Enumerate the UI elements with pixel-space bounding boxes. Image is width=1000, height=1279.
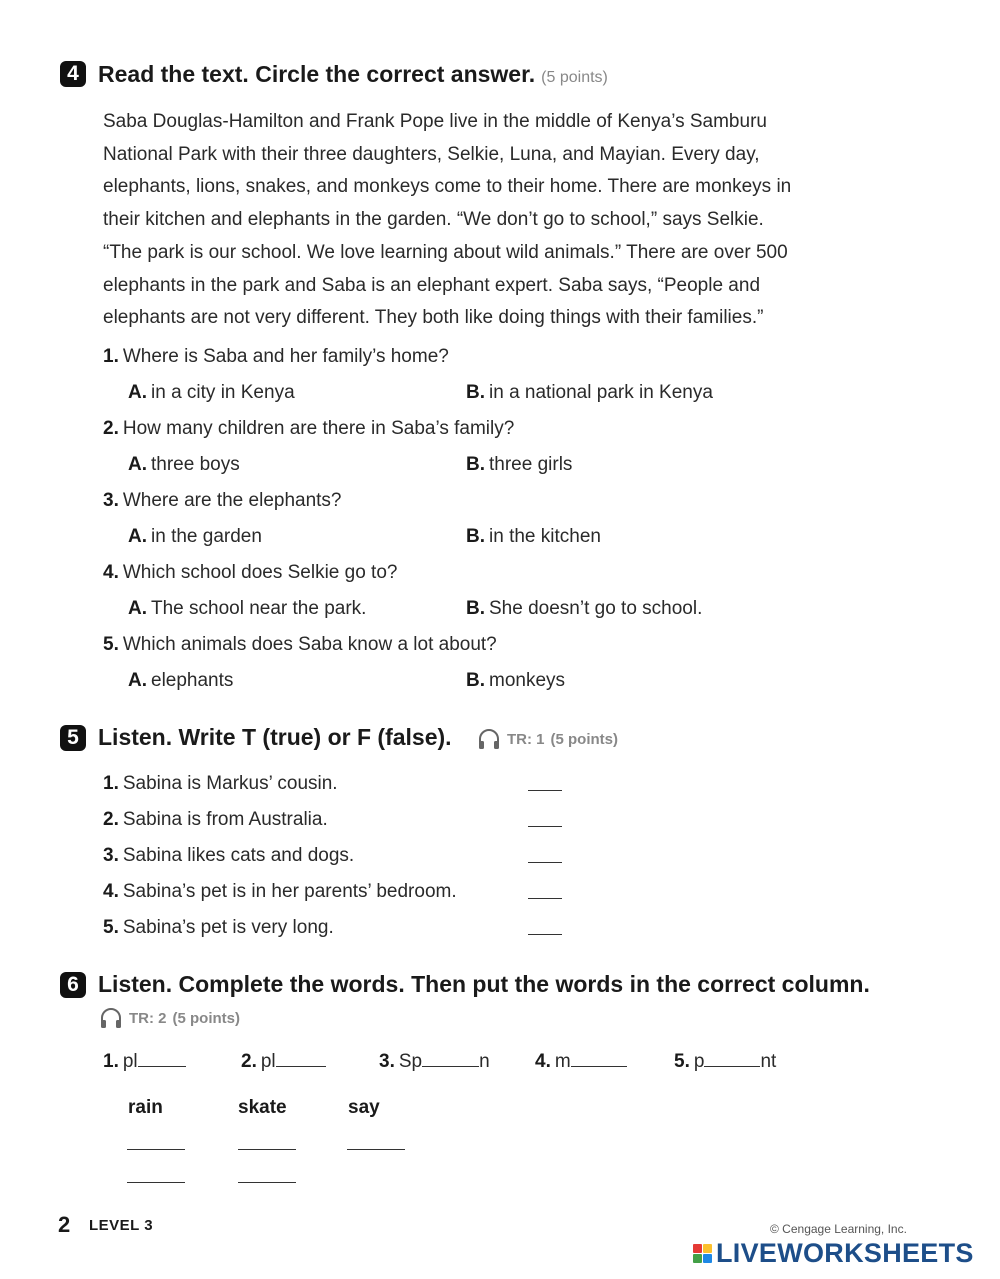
section-5-track: TR: 1 <box>507 730 545 748</box>
logo-text: LIVEWORKSHEETS <box>716 1238 974 1268</box>
skate-column-blank-2[interactable] <box>238 1182 296 1183</box>
passage-line: elephants, lions, snakes, and monkeys come to their home. There are monkeys in <box>103 176 792 198</box>
section-6-title: Listen. Complete the words. Then put the words in the correct column. <box>98 971 870 997</box>
section-5-badge: 5 <box>60 725 86 751</box>
passage-line: elephants in the park and Saba is an elephant expert. Saba says, “People and <box>103 274 761 296</box>
tf-answer-blank-3[interactable] <box>528 862 562 863</box>
passage-line: National Park with their three daughters, Selkie, Luna, and Mayian. Every day, <box>103 143 760 165</box>
word-item-1: 1. pl <box>103 1051 186 1073</box>
word-blank-2[interactable] <box>276 1066 326 1067</box>
tf-item-1: 1. Sabina is Markus’ cousin. <box>103 773 338 794</box>
liveworksheets-logo <box>693 1238 974 1269</box>
question-5-option-b[interactable]: B. monkeys <box>466 670 566 691</box>
reading-passage <box>103 106 893 335</box>
column-header-say: say <box>348 1097 380 1118</box>
section-4-heading <box>98 61 608 88</box>
word-blank-1[interactable] <box>138 1066 186 1067</box>
word-blank-5[interactable] <box>704 1066 760 1067</box>
section-5-title: Listen. Write T (true) or F (false). <box>98 724 452 750</box>
word-item-2: 2. pl <box>241 1051 326 1073</box>
section-6-audio[interactable] <box>99 1006 240 1030</box>
copyright-notice: © Cengage Learning, Inc. <box>770 1222 907 1236</box>
question-1: 1. Where is Saba and her family’s home? <box>103 346 449 367</box>
column-header-skate: skate <box>238 1097 287 1118</box>
word-item-5: 5. p nt <box>674 1051 777 1072</box>
word-blank-4[interactable] <box>571 1066 627 1067</box>
passage-line: elephants are not very different. They both like doing things with their families.” <box>103 307 764 329</box>
question-2-option-b[interactable]: B. three girls <box>466 454 573 475</box>
question-2-option-a[interactable]: A. three boys <box>128 454 240 475</box>
question-5-option-a[interactable]: A. elephants <box>128 670 234 691</box>
skate-column-blank-1[interactable] <box>238 1149 296 1150</box>
word-item-3: 3. Sp n <box>379 1051 490 1072</box>
question-1-option-b[interactable]: B. in a national park in Kenya <box>466 382 713 403</box>
section-4-title: Read the text. Circle the correct answer. <box>98 61 536 87</box>
passage-line: “The park is our school. We love learning about wild animals.” There are over 500 <box>103 241 788 263</box>
tf-answer-blank-2[interactable] <box>528 826 562 827</box>
section-6-points: (5 points) <box>172 1009 240 1027</box>
level-label: LEVEL 3 <box>89 1217 154 1234</box>
page-number: 2 <box>58 1212 71 1237</box>
tf-answer-blank-5[interactable] <box>528 934 562 935</box>
say-column-blank-1[interactable] <box>347 1149 405 1150</box>
section-4-points: (5 points) <box>541 69 608 86</box>
tf-answer-blank-4[interactable] <box>528 898 562 899</box>
question-4-option-b[interactable]: B. She doesn’t go to school. <box>466 598 703 619</box>
question-4-option-a[interactable]: A. The school near the park. <box>128 598 367 619</box>
column-header-rain: rain <box>128 1097 163 1118</box>
section-6-badge: 6 <box>60 972 86 998</box>
section-5-points: (5 points) <box>550 730 618 748</box>
question-1-option-a[interactable]: A. in a city in Kenya <box>128 382 295 403</box>
passage-line: Saba Douglas-Hamilton and Frank Pope live in the middle of Kenya’s Samburu <box>103 111 767 132</box>
section-5-audio[interactable] <box>477 727 618 751</box>
word-item-4: 4. m <box>535 1051 627 1073</box>
word-blank-3[interactable] <box>422 1066 479 1067</box>
rain-column-blank-1[interactable] <box>127 1149 185 1150</box>
section-6-track: TR: 2 <box>129 1009 167 1027</box>
rain-column-blank-2[interactable] <box>127 1182 185 1183</box>
question-3-option-a[interactable]: A. in the garden <box>128 526 262 547</box>
section-4-badge: 4 <box>60 61 86 87</box>
tf-answer-blank-1[interactable] <box>528 790 562 791</box>
question-3-option-b[interactable]: B. in the kitchen <box>466 526 601 547</box>
passage-line: their kitchen and elephants in the garden. “We don’t go to school,” says Selkie. <box>103 209 764 231</box>
tf-item-4: 4. Sabina’s pet is in her parents’ bedroom. <box>103 881 457 902</box>
headphones-icon <box>477 727 501 751</box>
tf-item-2: 2. Sabina is from Australia. <box>103 809 328 830</box>
question-5: 5. Which animals does Saba know a lot about? <box>103 634 497 655</box>
question-3: 3. Where are the elephants? <box>103 490 342 511</box>
tf-item-3: 3. Sabina likes cats and dogs. <box>103 845 355 866</box>
logo-grid-icon <box>693 1244 712 1263</box>
question-2: 2. How many children are there in Saba’s family? <box>103 418 515 439</box>
question-4: 4. Which school does Selkie go to? <box>103 562 398 583</box>
headphones-icon <box>99 1006 123 1030</box>
tf-item-5: 5. Sabina’s pet is very long. <box>103 917 334 938</box>
